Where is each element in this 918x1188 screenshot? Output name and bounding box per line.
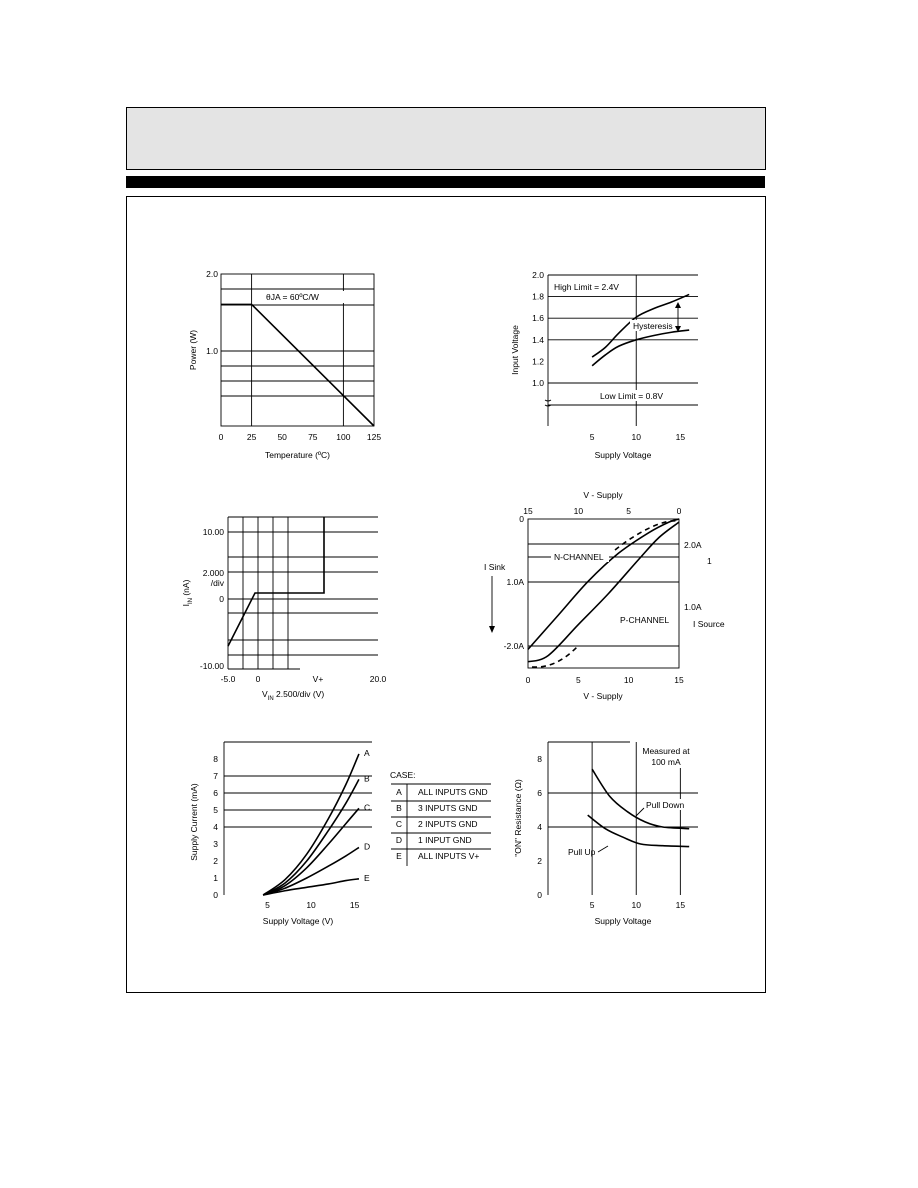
x-axis-label: Supply Voltage (594, 916, 652, 926)
pull-down-leader (636, 808, 644, 816)
x2-tick-label: 0 (676, 506, 682, 516)
y-tick-label: -10.00 (199, 661, 224, 671)
threshold-curve-2 (592, 330, 689, 366)
chart-supply-current (189, 742, 491, 926)
legend-key: C (395, 819, 403, 829)
y-tick-label: 7 (213, 771, 218, 781)
sink-arrow-icon (489, 626, 495, 633)
x2-tick-label: 5 (626, 506, 632, 516)
annotation-thermal-resistance: θJA = 60ºC/W (266, 292, 319, 302)
curve-label-C: C (363, 802, 371, 813)
curve-label-E: E (363, 872, 370, 883)
y-tick-label: 1.4 (532, 334, 544, 345)
y-tick-label: 0 (219, 594, 224, 604)
y-tick-label: 2 (537, 856, 542, 866)
x-tick-label: 15 (675, 900, 686, 910)
y-tick-label: 2.0 (206, 269, 218, 279)
series-line (221, 304, 374, 426)
x-axis-label: Supply Voltage (594, 450, 652, 460)
y-tick-label: 4 (213, 822, 218, 832)
x2-axis-label: V - Supply (583, 490, 623, 500)
x-tick-label: 15 (674, 675, 684, 685)
supply-curve-E (263, 879, 359, 895)
y-tick-label: 8 (213, 754, 218, 764)
resistance-curve-pull-down (592, 769, 689, 829)
n-channel-dashed-tail (615, 521, 678, 550)
arrow-head-up (675, 302, 681, 308)
x-tick-label: V+ (312, 674, 324, 684)
legend-key: B (396, 803, 402, 813)
y-tick-label: 8 (537, 754, 542, 764)
y-tick-label: 5 (213, 805, 218, 815)
x-tick-label: -5.0 (220, 674, 236, 684)
legend-key: D (395, 835, 403, 845)
y-tick-label: 1.0A (506, 577, 524, 587)
x-tick-label: 25 (246, 432, 257, 442)
x-tick-label: 75 (308, 432, 318, 442)
y-tick-label: 6 (213, 788, 218, 798)
x-axis-label: Supply Voltage (V) (262, 916, 334, 926)
y-tick-label: 1.0 (206, 346, 218, 356)
y-tick-label: /div (210, 578, 224, 588)
annotation-measured-current: 100 mA (651, 757, 681, 767)
y-tick-label: 2.0 (532, 270, 544, 280)
legend-key: A (396, 787, 402, 797)
x-axis-label: Temperature (ºC) (265, 450, 330, 460)
x-tick-label: 50 (277, 432, 287, 442)
y-tick-label: 1.0 (532, 378, 544, 388)
y-tick-label: 1.6 (532, 313, 544, 324)
x-tick-label: 15 (349, 900, 360, 910)
x-tick-label: 5 (575, 675, 581, 685)
y-tick-label: 2.000 (202, 568, 224, 578)
y-tick-label: 0 (213, 890, 218, 900)
y-tick-label: 4 (537, 822, 542, 832)
x-tick-label: 10 (631, 432, 641, 442)
x-tick-label: 20.0 (369, 674, 387, 684)
annotation-high-limit: High Limit = 2.4V (554, 282, 619, 292)
chart-power-derating (188, 269, 381, 460)
x-tick-label: 5 (589, 900, 595, 910)
x-tick-label: 5 (589, 432, 595, 442)
chart-on-resistance (513, 742, 698, 926)
right-tick-label: 1.0A (684, 602, 702, 612)
x-tick-label: 5 (265, 900, 270, 910)
y-tick-label: 6 (537, 788, 542, 798)
y-axis-label: "ON" Resistance (Ω) (513, 779, 523, 857)
annotation-low-limit: Low Limit = 0.8V (600, 391, 664, 401)
legend-table (390, 770, 491, 866)
label-n-channel: N-CHANNEL (554, 552, 604, 562)
pull-up-leader (598, 846, 608, 852)
legend-text: ALL INPUTS GND (418, 787, 488, 797)
x-tick-label: 0 (525, 675, 531, 685)
input-current-trace (228, 517, 324, 646)
channel-curve-1 (528, 519, 679, 649)
resistance-curve-pull-up (588, 815, 689, 846)
y-tick-label: 2 (213, 856, 218, 866)
y-tick-label: 1.2 (532, 356, 544, 367)
annotation-measured: Measured at (642, 746, 690, 756)
supply-curve-C (263, 808, 359, 895)
x-tick-label: 10 (306, 900, 316, 910)
x2-tick-label: 10 (573, 506, 584, 516)
legend-key: E (396, 851, 402, 861)
label-footnote-mark: 1 (707, 556, 712, 566)
label-i-sink: I Sink (484, 562, 506, 572)
chart-input-threshold (510, 270, 698, 460)
x-tick-label: 15 (675, 432, 686, 442)
y-tick-label: 0 (537, 890, 542, 900)
x-axis-label: V - Supply (583, 691, 623, 701)
x-tick-label: 0 (218, 432, 224, 442)
y-tick-label: -2.0A (503, 641, 524, 651)
x-tick-label: 10 (631, 900, 641, 910)
y-tick-label: 3 (213, 839, 218, 849)
y-axis-label: Supply Current (mA) (189, 783, 199, 861)
y-axis-label: Input Voltage (510, 325, 520, 375)
label-i-source: I Source (693, 619, 725, 629)
legend-text: ALL INPUTS V+ (418, 851, 480, 861)
annotation-pull-down: Pull Down (646, 800, 685, 810)
chart-input-current (181, 517, 387, 702)
y-axis-label: $I_{IN}$ (nA) (181, 579, 194, 607)
x-axis-label: $V_{IN}$ 2.500/div (V) (262, 689, 325, 702)
curve-label-D: D (363, 841, 371, 852)
annotation-hysteresis: Hysteresis (633, 321, 673, 331)
x-tick-label: 0 (255, 674, 261, 684)
y-axis-label: Power (W) (188, 329, 198, 371)
legend-title: CASE: (390, 770, 416, 780)
label-p-channel: P-CHANNEL (620, 615, 670, 625)
channel-curve-2 (528, 522, 679, 662)
x-tick-label: 100 (336, 432, 351, 442)
chart-output-current (484, 490, 725, 701)
curve-label-B: B (363, 773, 370, 784)
y-tick-label: 0 (519, 514, 524, 524)
annotation-pull-up: Pull Up (568, 847, 596, 857)
y-tick-label: 1.8 (532, 291, 544, 302)
legend-text: 1 INPUT GND (418, 835, 472, 845)
x-tick-label: 125 (366, 432, 382, 442)
supply-curve-B (263, 779, 359, 895)
y-tick-label: 1 (213, 873, 218, 883)
x-tick-label: 10 (623, 675, 634, 685)
curve-label-A: A (363, 747, 370, 758)
y-tick-label: 10.00 (202, 527, 224, 537)
legend-text: 3 INPUTS GND (418, 803, 478, 813)
legend-text: 2 INPUTS GND (418, 819, 478, 829)
x2-tick-label: 15 (523, 506, 533, 516)
right-tick-label: 2.0A (684, 540, 702, 550)
